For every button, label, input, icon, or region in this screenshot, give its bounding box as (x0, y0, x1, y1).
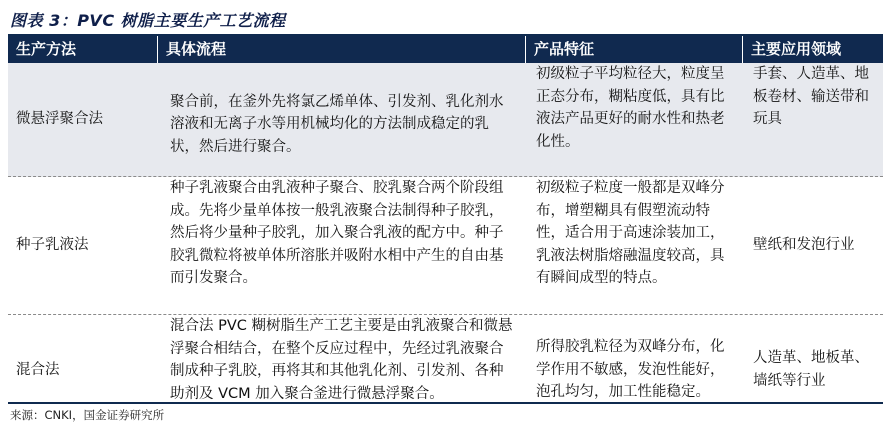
features-text: 所得胶乳粒径为双峰分布，化学作用不敏感，发泡性能好，泡孔均匀，加工性能稳定。 (536, 339, 725, 401)
features-text: 初级粒子粒度一般都是双峰分布，增塑糊具有假塑流动特性，适合用于高速涂装加工，乳液法树脂熔融温度较高，具有瞬间成型的特点。 (536, 180, 725, 287)
row-features-cell (526, 63, 743, 176)
method-label: 微悬浮聚合法 (16, 111, 103, 128)
table-row (8, 63, 883, 177)
row-applications-cell (743, 63, 883, 176)
features-text: 初级粒子平均粒径大，粒度呈正态分布，糊粘度低，具有比液法产品更好的耐水性和热老化性。 (536, 66, 725, 150)
table-header-row (8, 36, 883, 63)
header-applications: 主要应用领域 (751, 40, 842, 58)
header-features: 产品特征 (526, 36, 743, 63)
method-label: 混合法 (16, 361, 60, 378)
applications-text: 人造革、地板革、墙纸等行业 (753, 350, 869, 389)
row-method-cell (8, 177, 158, 314)
row-applications-cell (743, 315, 883, 425)
row-features-cell (526, 177, 743, 314)
applications-text: 壁纸和发泡行业 (753, 237, 855, 254)
row-process-cell (158, 63, 526, 176)
row-applications-cell (743, 177, 883, 314)
method-label: 种子乳液法 (16, 237, 89, 254)
figure-title: 图表 3：PVC 树脂主要生产工艺流程 (10, 11, 286, 30)
header-process: 具体流程 (158, 36, 526, 63)
process-text: 种子乳液聚合由乳液种子聚合、胶乳聚合两个阶段组成。先将少量单体按一般乳液聚合法制得种子胶乳，然后将少量种子胶乳，加入聚合乳液的配方中。种子胶乳微粒将被单体所溶胀并吸附水相中产生的自由基而引发聚合。 (170, 180, 504, 287)
table-row (8, 177, 883, 315)
table-bottom-rule (8, 402, 883, 404)
row-process-cell (158, 177, 526, 314)
header-method: 生产方法 (8, 36, 158, 63)
source-note: 来源：CNKI，国金证券研究所 (10, 408, 165, 422)
applications-text: 手套、人造革、地板卷材、输送带和玩具 (753, 66, 869, 128)
process-text: 混合法 PVC 糊树脂生产工艺主要是由乳液聚合和微悬浮聚合相结合，在整个反应过程中，先经过乳液聚合制成种子乳胶，再将其和其他乳化剂、引发剂、各种助剂及 VCM 加入聚合釜进行微悬浮聚合。 (170, 318, 513, 402)
process-text: 聚合前，在釜外先将氯乙烯单体、引发剂、乳化剂水溶液和无离子水等用机械均化的方法制成稳定的乳状，然后进行聚合。 (170, 93, 504, 155)
row-method-cell (8, 63, 158, 176)
row-features-cell (526, 315, 743, 425)
process-table (8, 36, 883, 425)
row-process-cell (158, 315, 526, 425)
